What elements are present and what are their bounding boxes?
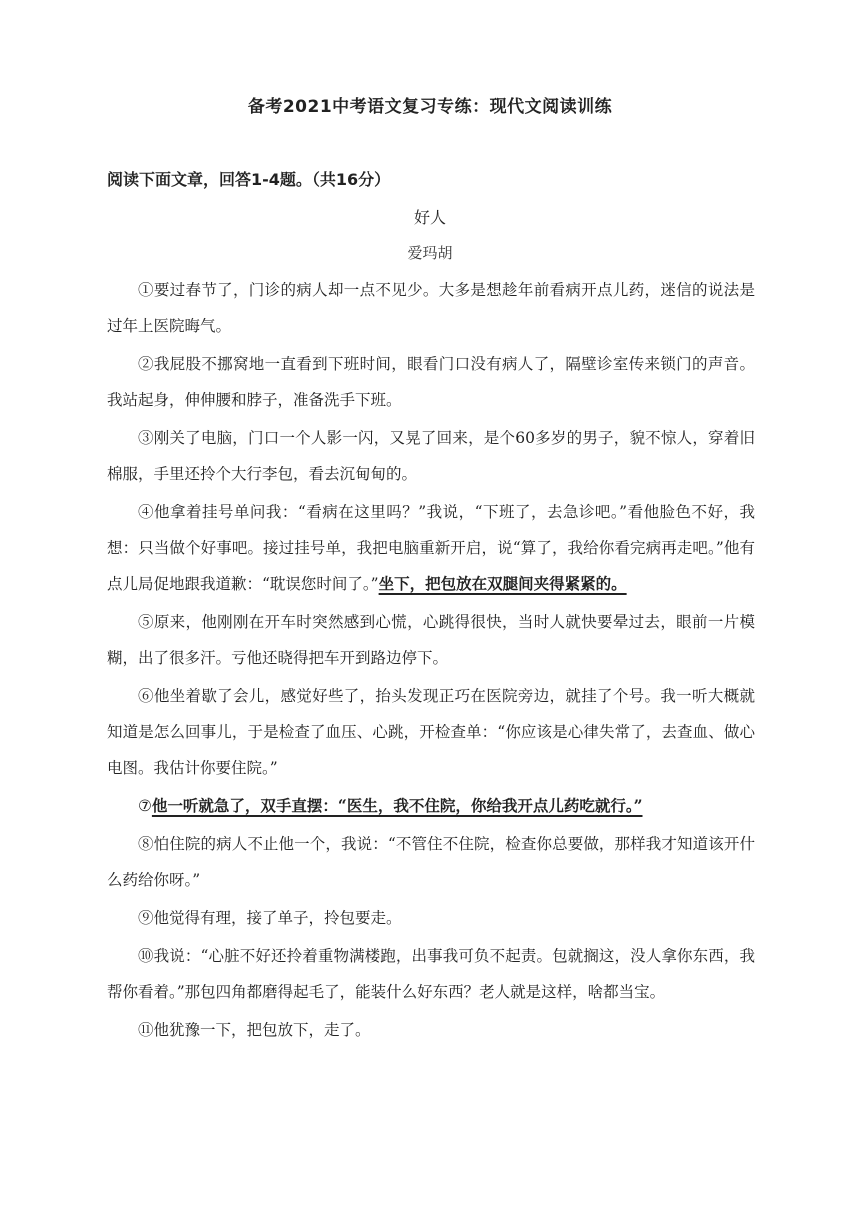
article-title: 好人 (413, 208, 446, 227)
paragraph-6 (107, 678, 755, 786)
paragraph-7 (107, 788, 755, 824)
paragraph-text: ⑥他坐着歇了会儿，感觉好些了，抬头发现正巧在医院旁边，就挂了个号。我一听大概就知道是怎么回事儿，于是检查了血压、心跳，开检查单：“你应该是心律失常了，去查血、做心电图。我估计你要住院。” (107, 687, 755, 777)
paragraph-2 (107, 346, 755, 418)
paragraph-11 (107, 1012, 755, 1048)
paragraph-text: ⑧怕住院的病人不止他一个，我说：“不管住不住院，检查你总要做，那样我才知道该开什么药给你呀。” (107, 835, 755, 889)
emphasized-sentence: 他一听就急了，双手直摆：“医生，我不住院，你给我开点儿药吃就行。” (151, 796, 643, 815)
paragraph-text: ②我屁股不挪窝地一直看到下班时间，眼看门口没有病人了，隔壁诊室传来锁门的声音。我站起身，伸伸腰和脖子，准备洗手下班。 (107, 355, 755, 409)
paragraph-text: ⑨他觉得有理，接了单子，拎包要走。 (138, 909, 402, 927)
paragraph-5 (107, 604, 755, 676)
paragraph-text: ④他拿着挂号单问我：“看病在这里吗？”我说，“下班了，去急诊吧。”看他脸色不好，我想：只当做个好事吧。接过挂号单，我把电脑重新开启，说“算了，我给你看完病再走吧。”他有点儿局促地跟我道歉：“耽误您时间了。” (107, 503, 755, 593)
paragraph-text: ①要过春节了，门诊的病人却一点不见少。大多是想趁年前看病开点儿药，迷信的说法是过年上医院晦气。 (107, 281, 755, 335)
paragraph-number: ⑦ (138, 797, 152, 815)
document-title: 备考2021中考语文复习专练：现代文阅读训练 (247, 97, 613, 117)
paragraph-text: ③刚关了电脑，门口一个人影一闪，又晃了回来，是个60多岁的男子，貌不惊人，穿着旧棉服，手里还拎个大行李包，看去沉甸甸的。 (107, 429, 755, 483)
paragraph-1 (107, 272, 755, 344)
paragraph-10 (107, 938, 755, 1010)
article-body (107, 272, 755, 1050)
reading-instruction: 阅读下面文章，回答1-4题。（共16分） (107, 170, 391, 189)
paragraph-3 (107, 420, 755, 492)
paragraph-text: ⑩我说：“心脏不好还拎着重物满楼跑，出事我可负不起责。包就搁这，没人拿你东西，我帮你看着。”那包四角都磨得起毛了，能装什么好东西？老人就是这样，啥都当宝。 (107, 947, 755, 1001)
emphasized-sentence: 坐下，把包放在双腿间夹得紧紧的。 (378, 574, 627, 593)
paragraph-8 (107, 826, 755, 898)
paragraph-text: ⑪他犹豫一下，把包放下，走了。 (138, 1021, 371, 1039)
paragraph-text: ⑤原来，他刚刚在开车时突然感到心慌，心跳得很快，当时人就快要晕过去，眼前一片模糊，出了很多汗。亏他还晓得把车开到路边停下。 (107, 613, 755, 667)
paragraph-4 (107, 494, 755, 602)
paragraph-9 (107, 900, 755, 936)
article-author: 爱玛胡 (407, 244, 453, 262)
